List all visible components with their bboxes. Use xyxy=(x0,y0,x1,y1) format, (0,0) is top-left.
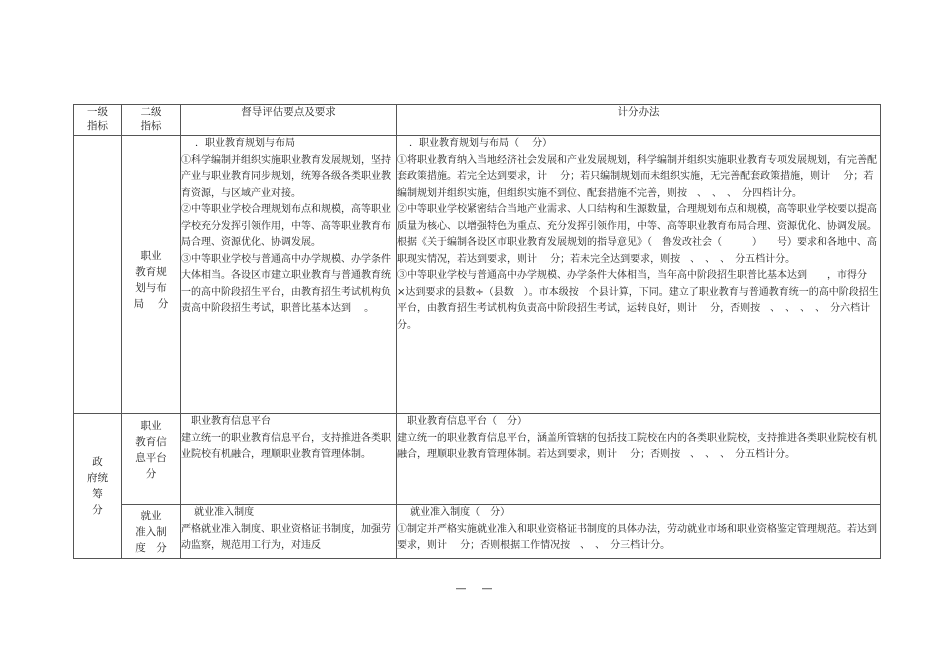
table-row xyxy=(74,505,881,559)
table-row xyxy=(74,414,881,505)
table-row xyxy=(74,136,881,414)
scoring-cell xyxy=(397,505,881,559)
requirements-item: ①科学编制并组织实施职业教育发展规划，坚持产业与职业教育同步规划，统筹各级各类职业教育资源，与区域产业对接。 xyxy=(181,154,391,199)
requirements-cell xyxy=(181,505,397,559)
requirements-title: 就业准入制度 xyxy=(181,507,255,518)
scoring-item: ③中等职业学校与普通高中办学规模、办学条件大体相当，当年高中阶段招生职普比基本达到 ，市得分 ×达到要求的县数÷（县数 ）。市本级按 个县计算，下同。建立了职业教育与普通教育统一的高中阶段招生平台，由教育招生考试机构负责高中阶段招生考试，运转良好，则计 分，否则按 、 、 、 、 分六档计分。 xyxy=(397,270,881,331)
requirements-cell xyxy=(181,414,397,505)
page-number-mark: — — xyxy=(455,582,495,595)
header-scoring: 计分办法 xyxy=(397,105,881,136)
requirements-item: ②中等职业学校合理规划布点和规模，高等职业学校充分发挥引领作用，中等、高等职业教育布局合理、资源优化、协调发展。 xyxy=(181,204,391,248)
scoring-title: ．职业教育规划与布局（ 分） xyxy=(409,138,553,149)
header-requirements: 督导评估要点及要求 xyxy=(181,105,397,136)
header-level1: 一级 指标 xyxy=(74,105,122,136)
requirements-title: 职业教育信息平台 xyxy=(181,416,271,427)
level1-cell-empty xyxy=(74,136,122,414)
scoring-title: 就业准入制度（ 分） xyxy=(397,507,511,518)
level2-cell: 职业 教育规 划与布 局 分 xyxy=(122,136,181,414)
evaluation-table xyxy=(73,104,881,559)
scoring-cell xyxy=(397,136,881,414)
requirements-cell xyxy=(181,136,397,414)
scoring-cell xyxy=(397,414,881,505)
requirements-item: 建立统一的职业教育信息平台，支持推进各类职业院校有机融合，理顺职业教育管理体制。 xyxy=(181,432,391,460)
requirements-item: 严格就业准入制度、职业资格证书制度，加强劳动监察，规范用工行为，对违反 xyxy=(181,523,391,551)
scoring-item: ①将职业教育纳入当地经济社会发展和产业发展规划，科学编制并组织实施职业教育专项发展规划，有完善配套政策措施。若完全达到要求，计 分；若只编制规划而未组织实施，无完善配套政策措施，则计 分；若编制规划并组织实施，但组织实施不到位、配套措施不完善，则按 、 、 、 分四档计分。 xyxy=(397,154,877,199)
scoring-title: 职业教育信息平台（ 分） xyxy=(397,416,527,427)
header-level2: 二级 指标 xyxy=(122,105,181,136)
level2-cell: 就业 准入制 度 分 xyxy=(122,505,181,559)
table-header-row xyxy=(74,105,881,136)
requirements-title: ．职业教育规划与布局 xyxy=(195,138,295,149)
level2-cell: 职业 教育信 息平台 分 xyxy=(122,414,181,505)
requirements-item: ③中等职业学校与普通高中办学规模、办学条件大体相当。各设区市建立职业教育与普通教育统一的高中阶段招生平台，由教育招生考试机构负责高中阶段招生考试，职普比基本达到 。 xyxy=(181,253,391,314)
scoring-item: ②中等职业学校紧密结合当地产业需求、人口结构和生源数量，合理规划布点和规模，高等职业学校要以提高质量为核心、以增强特色为重点、充分发挥引领作用，中等、高等职业教育布局合理、资源优化、协调发展。根据《关于编制各设区市职业教育发展规划的指导意见》（ 鲁发改社会（ ） 号）要求和各地中、高职现实情况，若达到要求，则计 分；若未完全达到要求，则按 、 、 、 分五档计分。 xyxy=(397,204,877,265)
scoring-item: ①制定并严格实施就业准入和职业资格证书制度的具体办法，劳动就业市场和职业资格鉴定管理规范。若达到要求，则计 分；否则根据工作情况按 、 、 分三档计分。 xyxy=(397,523,877,551)
level1-cell: 政 府统 筹 分 xyxy=(74,414,122,559)
scoring-item: 建立统一的职业教育信息平台，涵盖所管辖的包括技工院校在内的各类职业院校，支持推进各类职业院校有机融合，理顺职业教育管理体制。若达到要求，则计 分；否则按 、 、 、 分五档计分。 xyxy=(397,432,877,460)
